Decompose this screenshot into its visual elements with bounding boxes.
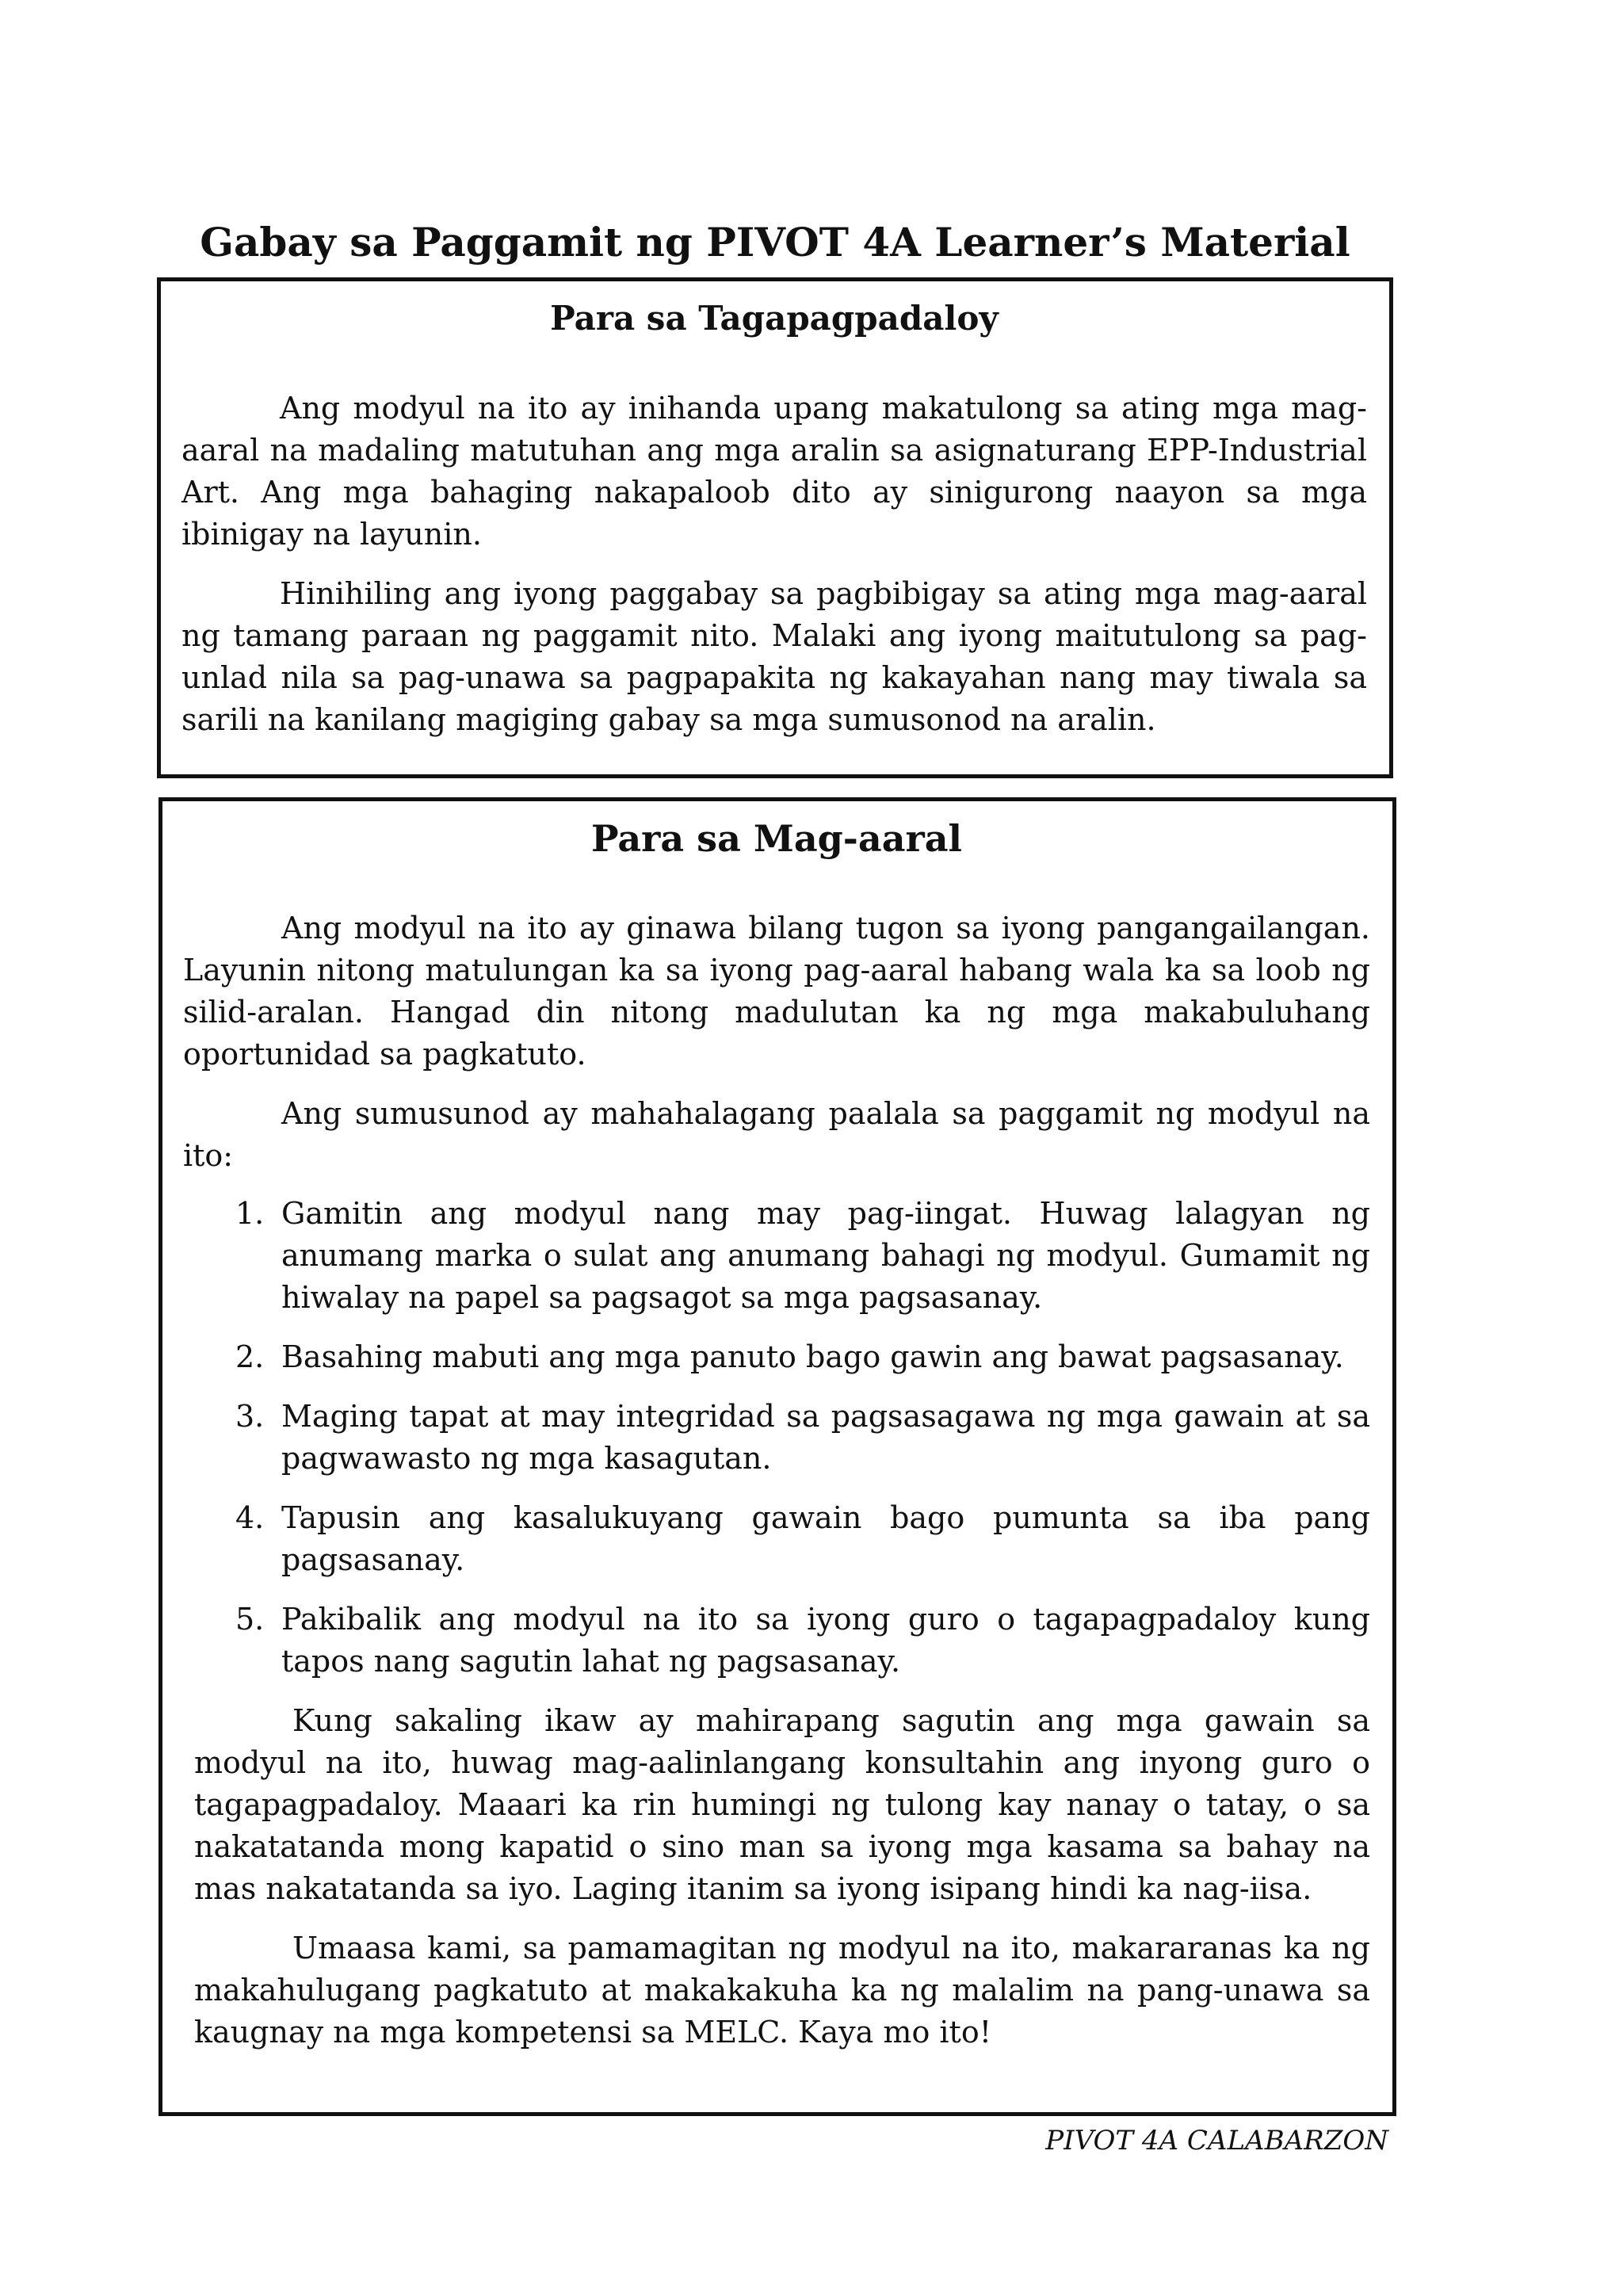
list-item-text: Basahing mabuti ang mga panuto bago gawin ang bawat pagsasanay. (281, 1339, 1344, 1374)
facilitator-paragraph: Ang modyul na ito ay inihanda upang makatulong sa ating mga mag-aaral na madaling matutuhan ang mga aralin sa asignaturang EPP-Industrial Art. Ang mga bahaging nakapaloob dito ay sinigurong naayon sa mga ibinigay na layunin. (181, 391, 1367, 552)
list-item-text: Maging tapat at may integridad sa pagsasagawa ng mga gawain at sa pagwawasto ng mga kasagutan. (281, 1399, 1370, 1476)
page-footer: PIVOT 4A CALABARZON (1045, 2125, 1388, 2157)
learner-closing-paragraph: Umaasa kami, sa pamamagitan ng modyul na ito, makararanas ka ng makahulugang pagkatuto at makakakuha ka ng malalim na pang-unawa sa kaugnay na mga kompetensi sa MELC. Kaya mo ito! (194, 1931, 1370, 2050)
list-item (183, 1193, 1370, 1319)
list-item-number: 3. (235, 1399, 265, 1434)
facilitator-paragraph: Hinihiling ang iyong paggabay sa pagbibigay sa ating mga mag-aaral ng tamang paraan ng paggamit nito. Malaki ang iyong maitutulong sa pag-unlad nila sa pag-unawa sa pagpapakita ng kakayahan nang may tiwala sa sarili na kanilang magiging gabay sa mga sumusonod na aralin. (181, 576, 1367, 737)
list-item-number: 1. (235, 1196, 265, 1231)
list-item-number: 2. (235, 1339, 265, 1374)
list-item (183, 1336, 1370, 1378)
list-item-number: 4. (235, 1500, 265, 1535)
list-item-number: 5. (235, 1602, 265, 1637)
list-item-text: Pakibalik ang modyul na ito sa iyong guro o tagapagpadaloy kung tapos nang sagutin lahat ng pagsasanay. (281, 1602, 1370, 1679)
learner-closing-paragraph: Kung sakaling ikaw ay mahirapang sagutin ang mga gawain sa modyul na ito, huwag mag-aalinlangang konsultahin ang inyong guro o tagapagpadaloy. Maaari ka rin humingi ng tulong kay nanay o tatay, o sa nakatatanda mong kapatid o sino man sa iyong mga kasama sa bahay na mas nakatatanda sa iyo. Laging itanim sa iyong isipang hindi ka nag-iisa. (194, 1703, 1370, 1906)
learner-intro-paragraph: Ang modyul na ito ay ginawa bilang tugon sa iyong pangangailangan. Layunin nitong matulungan ka sa iyong pag-aaral habang wala ka sa loob ng silid-aralan. Hangad din nitong madulutan ka ng mga makabuluhang oportunidad sa pagkatuto. (183, 911, 1370, 1072)
list-item (183, 1599, 1370, 1683)
facilitator-heading: Para sa Tagapagpadaloy (550, 299, 999, 338)
page-title: Gabay sa Paggamit ng PIVOT 4A Learner’s Material (200, 219, 1350, 266)
reminders-list (183, 1193, 1370, 1683)
list-item (183, 1396, 1370, 1480)
list-item-text: Gamitin ang modyul nang may pag-iingat. Huwag lalagyan ng anumang marka o sulat ang anumang bahagi ng modyul. Gumamit ng hiwalay na papel sa pagsagot sa mga pagsasanay. (281, 1196, 1370, 1315)
facilitator-section (157, 277, 1393, 778)
learner-section (158, 797, 1396, 2116)
learner-intro-paragraph: Ang sumusunod ay mahahalagang paalala sa paggamit ng modyul na ito: (183, 1096, 1370, 1173)
list-item-text: Tapusin ang kasalukuyang gawain bago pumunta sa iba pang pagsasanay. (281, 1500, 1370, 1577)
list-item (183, 1497, 1370, 1581)
learner-heading: Para sa Mag-aaral (590, 817, 963, 860)
